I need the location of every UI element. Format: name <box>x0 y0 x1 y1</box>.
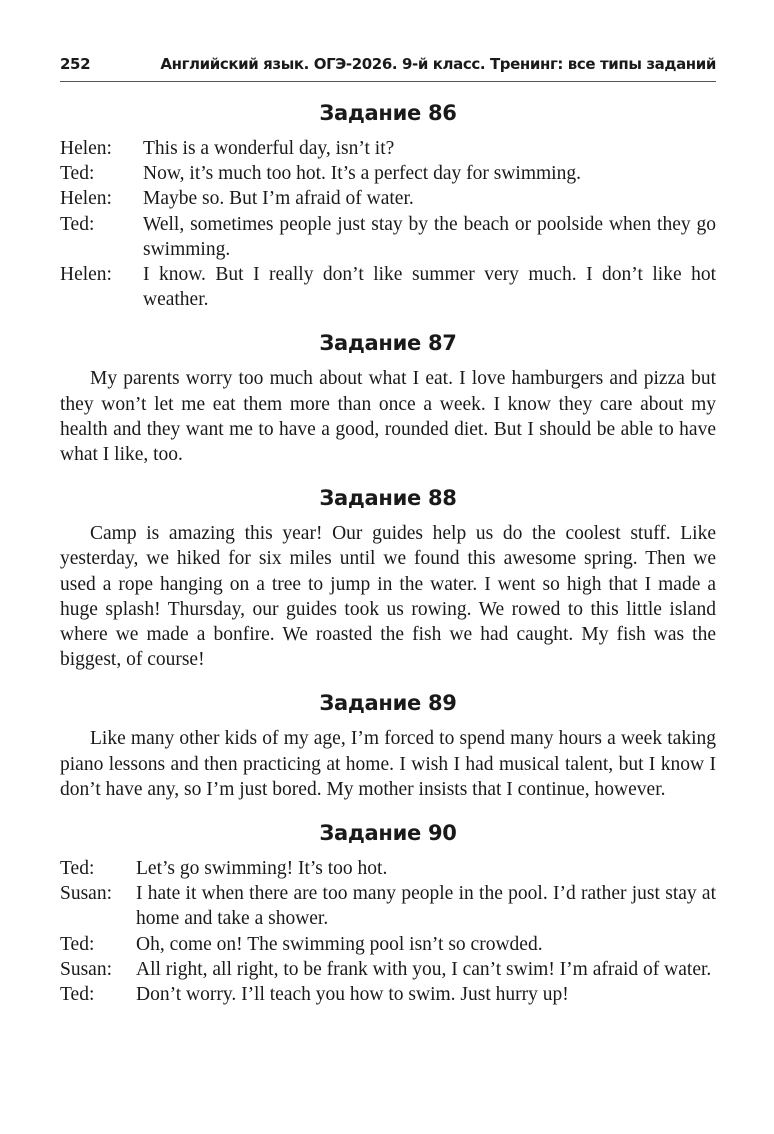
dialogue-line <box>60 881 716 931</box>
task-90 <box>60 818 716 1007</box>
speaker: Ted: <box>60 933 95 955</box>
speaker: Ted: <box>60 163 95 185</box>
task-text: My parents worry too much about what I eat. I love hamburgers and pizza but they won’t let me eat them more than once a week. I know they care about my health and they want me to have a good, rounded diet. But I should be able to have what I like, too. <box>60 368 716 466</box>
task-text: Camp is amazing this year! Our guides help us do the coolest stuff. Like yesterday, we hiked for six miles until we found this awesome spring. Then we used a rope hanging on a tree to jump in the water. I went so high that I made a huge splash! Thursday, our guides took us rowing. We rowed to this little island where we made a bonfire. We roasted the fish we had caught. My fish was the biggest, of course! <box>60 523 716 671</box>
speaker: Ted: <box>60 858 95 880</box>
dialogue-line <box>60 186 716 211</box>
utterance: This is a wonderful day, isn’t it? <box>143 138 395 159</box>
utterance: Now, it’s much too hot. It’s a perfect day for swimming. <box>143 163 581 185</box>
utterance: Let’s go swimming! It’s too hot. <box>136 858 388 880</box>
speaker: Helen: <box>60 264 112 286</box>
dialogue-line <box>60 932 716 957</box>
dialogue-line <box>60 856 716 881</box>
dialogue-line <box>60 957 716 982</box>
page-content <box>60 98 716 1023</box>
task-heading: Задание 88 <box>319 486 457 511</box>
utterance: Don’t worry. I’ll teach you how to swim. Just hurry up! <box>136 984 569 1006</box>
utterance: I hate it when there are too many people in the pool. I’d rather just stay at home and take a shower. <box>136 883 716 930</box>
speaker: Helen: <box>60 188 112 210</box>
speaker: Susan: <box>60 883 113 905</box>
speaker: Susan: <box>60 958 113 980</box>
task-87 <box>60 328 716 467</box>
utterance: All right, all right, to be frank with you, I can’t swim! I’m afraid of water. <box>136 958 712 980</box>
task-heading: Задание 90 <box>319 821 457 846</box>
utterance: I know. But I really don’t like summer very much. I don’t like hot weather. <box>143 264 716 311</box>
page-header <box>60 55 716 82</box>
page-number: 252 <box>60 55 91 73</box>
task-heading: Задание 86 <box>319 101 457 125</box>
task-heading: Задание 89 <box>319 691 457 716</box>
dialogue-line <box>60 262 716 312</box>
dialogue-line <box>60 982 716 1007</box>
dialogue-line <box>60 161 716 186</box>
dialogue-line <box>60 136 716 161</box>
dialogue-line <box>60 212 716 262</box>
speaker: Helen: <box>60 138 112 159</box>
task-text: Like many other kids of my age, I’m forced to spend many hours a week taking piano lessons and then practicing at home. I wish I had musical talent, but I know I don’t have any, so I’m just bored. My mother insists that I continue, however. <box>60 728 716 800</box>
utterance: Maybe so. But I’m afraid of water. <box>143 188 414 210</box>
task-heading: Задание 87 <box>319 331 457 356</box>
utterance: Oh, come on! The swimming pool isn’t so crowded. <box>136 933 543 955</box>
running-title: Английский язык. ОГЭ-2026. 9-й класс. Тренинг: все типы заданий <box>160 55 716 73</box>
utterance: Well, sometimes people just stay by the beach or poolside when they go swimming. <box>143 213 716 260</box>
task-89 <box>60 688 716 802</box>
task-88 <box>60 483 716 672</box>
speaker: Ted: <box>60 213 95 235</box>
task-86 <box>60 98 716 312</box>
speaker: Ted: <box>60 984 95 1006</box>
